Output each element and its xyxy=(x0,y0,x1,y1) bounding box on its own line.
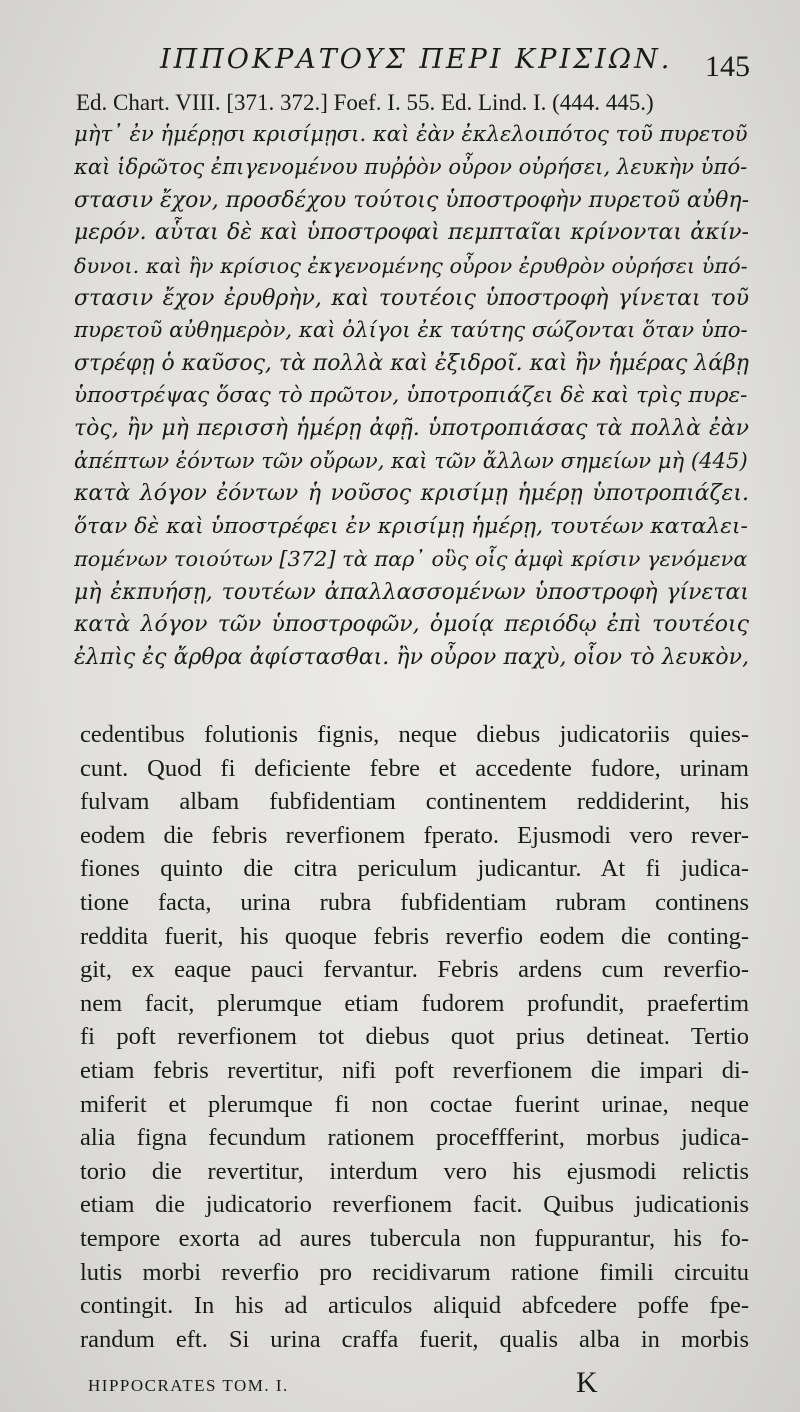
greek-text-line: πομένων τοιούτων [372] τὰ παρ᾽ οὓς οἷς ἀμφὶ κρίσιν γενόμενα xyxy=(74,547,748,572)
latin-text-line: fiones quinto die citra periculum judicantur. At fi judica- xyxy=(80,855,749,883)
greek-text-line: στασιν ἔχον ἐρυθρὴν, καὶ τουτέοις ὑποστροφὴ γίνεται τοῦ xyxy=(74,286,749,312)
greek-text-line: στρέφῃ ὁ καῦσος, τὰ πολλὰ καὶ ἐξιδροῖ. καὶ ἢν ἡμέρας λάβῃ xyxy=(74,350,749,376)
running-title: ΙΠΠΟΚΡΑΤΟΥΣ ΠΕΡΙ ΚΡΙΣΙΩΝ. xyxy=(160,44,673,75)
greek-text-line: μερόν. αὗται δὲ καὶ ὑποστροφαὶ πεμπταῖαι κρίνονται ἀκίν- xyxy=(74,220,749,246)
edition-reference-line: Ed. Chart. VIII. [371. 372.] Foef. I. 55. Ed. Lind. I. (444. 445.) xyxy=(76,90,654,115)
greek-text-line: ὅταν δὲ καὶ ὑποστρέφει ἐν κρισίμῃ ἡμέρῃ, τουτέων καταλει- xyxy=(74,513,748,539)
latin-text-line: etiam die judicatorio reverfionem facit. Quibus judicationis xyxy=(80,1191,749,1219)
latin-text-line: tempore exorta ad aures tubercula non fuppurantur, his fo- xyxy=(80,1224,749,1252)
latin-text-line: nem facit, plerumque etiam fudorem profundit, praefertim xyxy=(80,989,749,1017)
signature-letter: K xyxy=(576,1366,598,1399)
greek-text-line: καὶ ἱδρῶτος ἐπιγενομένου πυῤῥὸν οὖρον οὐρήσει, λευκὴν ὑπό- xyxy=(74,154,748,180)
latin-text-line: lutis morbi reverfio pro recidivarum ratione fimili circuitu xyxy=(80,1258,749,1286)
latin-text-block xyxy=(80,718,750,1356)
latin-text-line: miferit et plerumque fi non coctae fuerint urinae, neque xyxy=(80,1090,749,1118)
page-header xyxy=(160,40,750,83)
latin-text-line: tione facta, urina rubra fubfidentiam rubram continens xyxy=(80,888,749,916)
latin-text-line: contingit. In his ad articulos aliquid abfcedere poffe fpe- xyxy=(80,1292,749,1320)
greek-text-block xyxy=(74,118,750,674)
greek-text-line: ὑποστρέψας ὅσας τὸ πρῶτον, ὑποτροπιάζει δὲ καὶ τρὶς πυρε- xyxy=(74,383,748,409)
greek-text-line: μὴ ἐκπυήσῃ, τουτέων ἀπαλλασσομένων ὑποστροφὴ γίνεται xyxy=(74,579,749,605)
greek-text-line: ἀπέπτων ἐόντων τῶν οὔρων, καὶ τῶν ἄλλων σημείων μὴ (445) xyxy=(74,448,748,474)
greek-text-line: δυνοι. καὶ ἢν κρίσιος ἐκγενομένης οὖρον ἐρυθρὸν οὐρήσει ὑπό- xyxy=(74,253,748,278)
latin-text-line: torio die revertitur, interdum vero his ejusmodi relictis xyxy=(80,1157,749,1185)
latin-text-line: cedentibus folutionis fignis, neque diebus judicatoriis quies- xyxy=(80,721,749,748)
greek-text-line: τὸς, ἢν μὴ περισσὴ ἡμέρῃ ἀφῇ. ὑποτροπιάσας τὰ πολλὰ ἐὰν xyxy=(74,415,749,441)
latin-text-line: cunt. Quod fi deficiente febre et accedente fudore, urinam xyxy=(80,754,749,782)
page-number: 145 xyxy=(705,50,750,83)
latin-text-line: alia figna fecundum rationem proceffferint, morbus judica- xyxy=(80,1124,749,1152)
latin-text-line: etiam febris revertitur, nifi poft reverfionem die impari di- xyxy=(80,1056,749,1084)
greek-text-line: ἐλπὶς ἐς ἄρθρα ἀφίστασθαι. ἢν οὖρον παχὺ, οἷον τὸ λευκὸν, xyxy=(74,644,749,670)
greek-text-line: πυρετοῦ αὐθημερὸν, καὶ ὀλίγοι ἐκ ταύτης σώζονται ὅταν ὑπο- xyxy=(74,318,748,344)
latin-text-line: randum eft. Si urina craffa fuerit, qualis alba in morbis xyxy=(80,1325,749,1353)
greek-text-line: μὴτ᾽ ἐν ἡμέρῃσι κρισίμῃσι. καὶ ἐὰν ἐκλελοιπότος τοῦ πυρετοῦ xyxy=(74,121,748,146)
latin-text-line: reddita fuerit, his quoque febris reverfio eodem die conting- xyxy=(80,922,749,950)
greek-text-line: κατὰ λόγον τῶν ὑποστροφῶν, ὁμοίᾳ περιόδῳ ἐπὶ τουτέοις xyxy=(74,612,749,638)
greek-text-line: στασιν ἔχον, προσδέχου τούτοις ὑποστροφὴν πυρετοῦ αὐθη- xyxy=(74,187,749,213)
latin-text-line: git, ex eaque pauci fervantur. Febris ardens cum reverfio- xyxy=(80,956,749,984)
latin-text-line: fi poft reverfionem tot diebus quot prius detineat. Tertio xyxy=(80,1023,749,1051)
greek-text-line: κατὰ λόγον ἐόντων ἡ νοῦσος κρισίμῃ ἡμέρῃ ὑποτροπιάζει. xyxy=(74,481,749,507)
latin-text-line: fulvam albam fubfidentiam continentem reddiderint, his xyxy=(80,788,749,816)
page-footer xyxy=(88,1366,608,1402)
latin-text-line: eodem die febris reverfionem fperato. Ejusmodi vero rever- xyxy=(80,821,749,849)
signature-mark: HIPPOCRATES TOM. I. xyxy=(88,1376,289,1395)
